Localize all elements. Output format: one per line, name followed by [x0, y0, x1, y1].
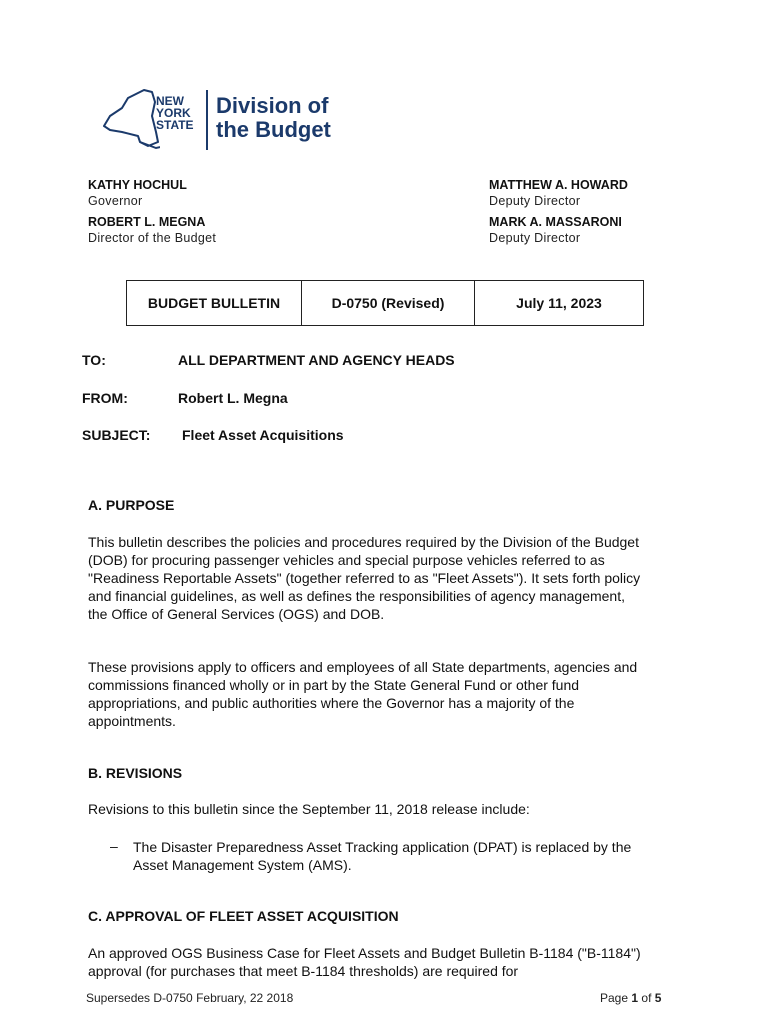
- section-purpose-paragraph-2: [88, 658, 648, 730]
- section-purpose-paragraph-1: [88, 533, 648, 623]
- section-approval-paragraph: An approved OGS Business Case for Fleet Assets and Budget Bulletin B-1184 ("B-1184") approval (for purchases that meet B-1184 thresholds) are required for: [88, 945, 641, 979]
- footer-page-number: [600, 991, 661, 1005]
- logo-division-text: [216, 94, 331, 142]
- official-title-deputy-1: Deputy Director: [489, 194, 581, 208]
- footer-page-of: of: [641, 991, 652, 1005]
- logo-word-new: NEW: [156, 94, 184, 108]
- memo-to-label: TO:: [82, 352, 106, 368]
- official-title-director: Director of the Budget: [88, 231, 217, 245]
- logo-divider: [206, 90, 208, 150]
- memo-from-label: FROM:: [82, 390, 128, 406]
- bulletin-header-table: [126, 280, 644, 326]
- official-name-deputy-1: MATTHEW A. HOWARD: [489, 178, 628, 192]
- logo-division-line-1: Division of: [216, 93, 329, 118]
- logo-word-york: YORK: [156, 106, 191, 120]
- bulletin-number: D-0750 (Revised): [302, 281, 475, 325]
- footer-page-prefix: Page: [600, 991, 629, 1005]
- revisions-bullet-text: The Disaster Preparedness Asset Tracking application (DPAT) is replaced by the Asset Management System (AMS).: [133, 839, 632, 873]
- purpose-paragraph-1-text: This bulletin describes the policies and procedures required by the Division of the Budget (DOB) for procuring passenger vehicles and special purpose vehicles referred to as "Readiness Reportable Assets" (together referred to as "Fleet Assets"). It sets forth policy and financial guidelines, as well as defines the responsibilities of agency management, the Office of General Services (OGS) and DOB.: [88, 534, 641, 622]
- memo-subject-label: SUBJECT:: [82, 427, 151, 443]
- official-name-governor: KATHY HOCHUL: [88, 178, 187, 192]
- section-revisions-heading: B. REVISIONS: [88, 765, 183, 781]
- memo-from-value: Robert L. Megna: [178, 390, 288, 406]
- official-name-director: ROBERT L. MEGNA: [88, 215, 206, 229]
- memo-to-value: ALL DEPARTMENT AND AGENCY HEADS: [178, 352, 455, 368]
- letterhead-logo: [100, 86, 340, 156]
- logo-division-line-2: the Budget: [216, 117, 331, 142]
- memo-subject-value: Fleet Asset Acquisitions: [182, 427, 344, 443]
- footer-supersedes: Supersedes D-0750 February, 22 2018: [86, 991, 294, 1005]
- bulletin-label: BUDGET BULLETIN: [127, 281, 302, 325]
- revisions-bullet-marker: –: [110, 838, 118, 854]
- bulletin-date: July 11, 2023: [516, 295, 602, 311]
- purpose-paragraph-2-text: These provisions apply to officers and employees of all State departments, agencies and commissions financed wholly or in part by the State General Fund or other fund appropriations, and public authorities where the Governor has a majority of the appointments.: [88, 659, 638, 729]
- official-title-deputy-2: Deputy Director: [489, 231, 581, 245]
- logo-state-words: [156, 95, 194, 131]
- section-approval-heading: C. APPROVAL OF FLEET ASSET ACQUISITION: [88, 908, 399, 924]
- ny-state-map-icon: [100, 86, 160, 152]
- footer-page-total: 5: [654, 991, 662, 1005]
- section-purpose-heading: A. PURPOSE: [88, 497, 175, 513]
- official-name-deputy-2: MARK A. MASSARONI: [489, 215, 622, 229]
- footer-page-current: 1: [631, 991, 639, 1005]
- section-revisions-intro: Revisions to this bulletin since the September 11, 2018 release include:: [88, 801, 530, 817]
- logo-word-state: STATE: [156, 118, 194, 132]
- official-title-governor: Governor: [88, 194, 143, 208]
